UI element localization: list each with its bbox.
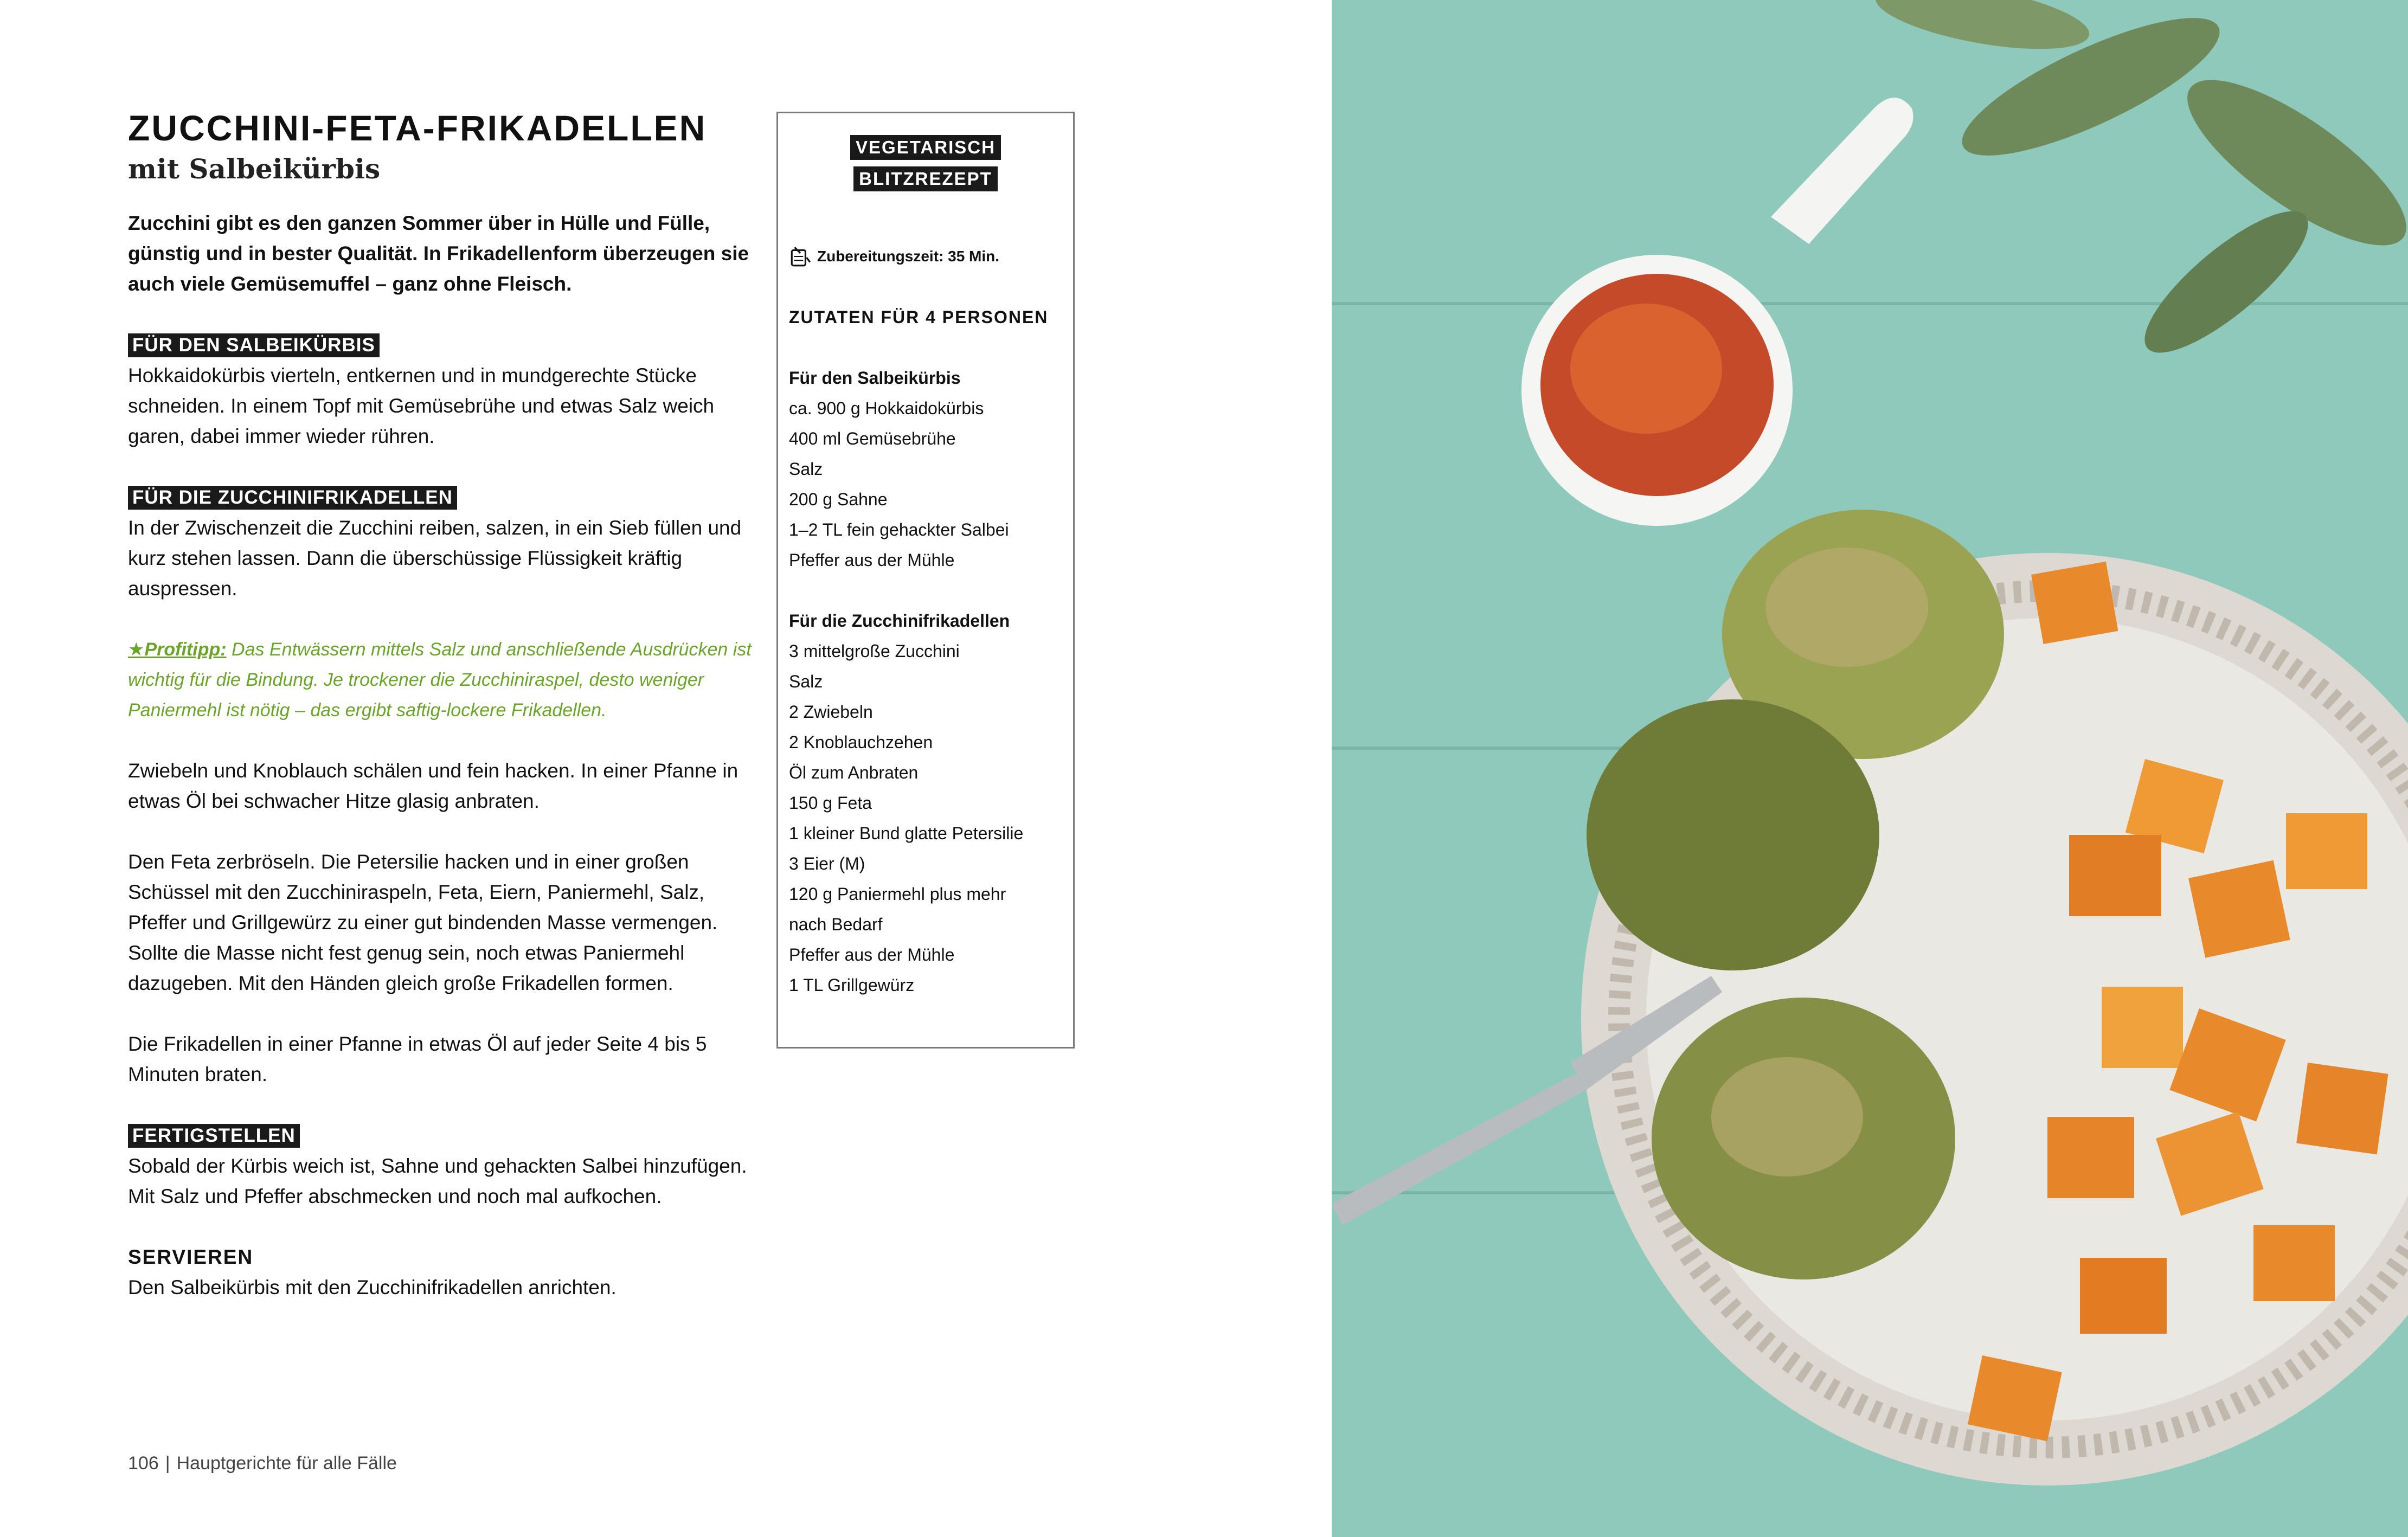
step-finish: Sobald der Kürbis weich ist, Sahne und gehackten Salbei hinzufügen. Mit Salz und Pfeffer abschmecken und noch mal aufkochen. (128, 1155, 747, 1207)
ingredient-item: Pfeffer aus der Mühle (789, 945, 955, 964)
page-footer (128, 1453, 397, 1474)
ingredient-item: 3 mittelgroße Zucchini (789, 641, 960, 661)
footer-separator: | (165, 1453, 170, 1474)
pro-tip (128, 634, 757, 725)
prep-time (789, 241, 1065, 272)
step-feta: Den Feta zerbröseln. Die Petersilie hacken und in einer großen Schüssel mit den Zucchiniraspeln, Feta, Eiern, Paniermehl, Salz, Pfeffer und Grillgewürz zu einer gut bindenden Masse vermengen. Sollte die Masse nicht fest genug sein, noch etwas Paniermehl dazugeben. Mit den Händen gleich große Frikadellen formen. (128, 851, 718, 994)
ingredient-item: 400 ml Gemüsebrühe (789, 429, 956, 448)
ingredient-item: 2 Zwiebeln (789, 702, 873, 722)
ingredients-list-zucchinifrikadellen (789, 636, 1065, 1000)
section-head-servieren: SERVIEREN (128, 1246, 254, 1268)
food-photo (1332, 0, 2408, 1537)
pro-tip-label: ★Profitipp: (128, 639, 227, 660)
ingredient-item: 1 kleiner Bund glatte Petersilie (789, 824, 1024, 843)
ingredient-item: 200 g Sahne (789, 490, 888, 509)
step-zucchini: In der Zwischenzeit die Zucchini reiben, salzen, in ein Sieb füllen und kurz stehen lassen. Dann die überschüssige Flüssigkeit kräftig auspressen. (128, 517, 742, 600)
badge-blitzrezept: BLITZREZEPT (853, 166, 998, 191)
page-number: 106 (128, 1453, 159, 1474)
section-head-fertigstellen: FERTIGSTELLEN (128, 1124, 300, 1148)
badge-vegetarisch: VEGETARISCH (850, 135, 1001, 160)
ingredients-heading: ZUTATEN FÜR 4 PERSONEN (789, 307, 1049, 327)
timer-icon (789, 245, 812, 268)
ingredient-item: 3 Eier (M) (789, 854, 865, 873)
chapter-title: Hauptgerichte für alle Fälle (176, 1453, 397, 1474)
step-onions: Zwiebeln und Knoblauch schälen und fein hacken. In einer Pfanne in etwas Öl bei schwacher Hitze glasig anbraten. (128, 760, 739, 812)
pro-tip-text: Das Entwässern mittels Salz und anschließende Ausdrücken ist wichtig für die Bindung. Je trockener die Zucchiniraspel, desto weniger Paniermehl ist nötig – das ergibt saftig-lockere Frikadellen. (128, 639, 752, 721)
ingredients-content (789, 241, 1065, 1000)
step-serve: Den Salbeikürbis mit den Zucchinifrikadellen anrichten. (128, 1276, 617, 1298)
intro-text: Zucchini gibt es den ganzen Sommer über in Hülle und Fülle, günstig und in bester Qualität. In Frikadellenform überzeugen sie auch viele Gemüsemuffel – ganz ohne Fleisch. (128, 212, 749, 295)
ingredient-item: 150 g Feta (789, 793, 872, 813)
ingredients-box (776, 112, 1075, 1049)
recipe-subtitle: mit Salbeikürbis (128, 153, 381, 185)
recipe-badges (778, 135, 1073, 198)
ingredient-item: 1–2 TL fein gehackter Salbei (789, 520, 1009, 539)
section-head-salbeikuerbis: FÜR DEN SALBEIKÜRBIS (128, 333, 380, 357)
ingredient-item: ca. 900 g Hokkaidokürbis (789, 398, 984, 418)
recipe-title: ZUCCHINI-FETA-FRIKADELLEN (128, 108, 707, 148)
step-salbeikuerbis: Hokkaidokürbis vierteln, entkernen und in mundgerechte Stücke schneiden. In einem Topf mit Gemüsebrühe und etwas Salz weich garen, dabei immer wieder rühren. (128, 364, 715, 447)
ingredient-item: 2 Knoblauchzehen (789, 732, 933, 752)
ingredients-group-zucchinifrikadellen: Für die Zucchinifrikadellen (789, 611, 1010, 631)
ingredients-list-salbeikuerbis (789, 393, 1065, 575)
ingredient-item: 120 g Paniermehl plus mehr (789, 884, 1006, 904)
method-column (128, 208, 757, 1303)
ingredient-item: Salz (789, 672, 823, 691)
dish-illustration (1332, 0, 2408, 1537)
step-fry: Die Frikadellen in einer Pfanne in etwas Öl auf jeder Seite 4 bis 5 Minuten braten. (128, 1033, 707, 1085)
ingredient-item: Öl zum Anbraten (789, 763, 919, 782)
prep-time-text: Zubereitungszeit: 35 Min. (817, 248, 1000, 265)
ingredient-item: nach Bedarf (789, 915, 883, 934)
section-head-zucchinifrikadellen: FÜR DIE ZUCCHINIFRIKADELLEN (128, 486, 457, 510)
ingredients-group-salbeikuerbis: Für den Salbeikürbis (789, 368, 961, 388)
ingredient-item: 1 TL Grillgewürz (789, 975, 915, 995)
ingredient-item: Pfeffer aus der Mühle (789, 550, 955, 570)
ingredient-item: Salz (789, 459, 823, 479)
